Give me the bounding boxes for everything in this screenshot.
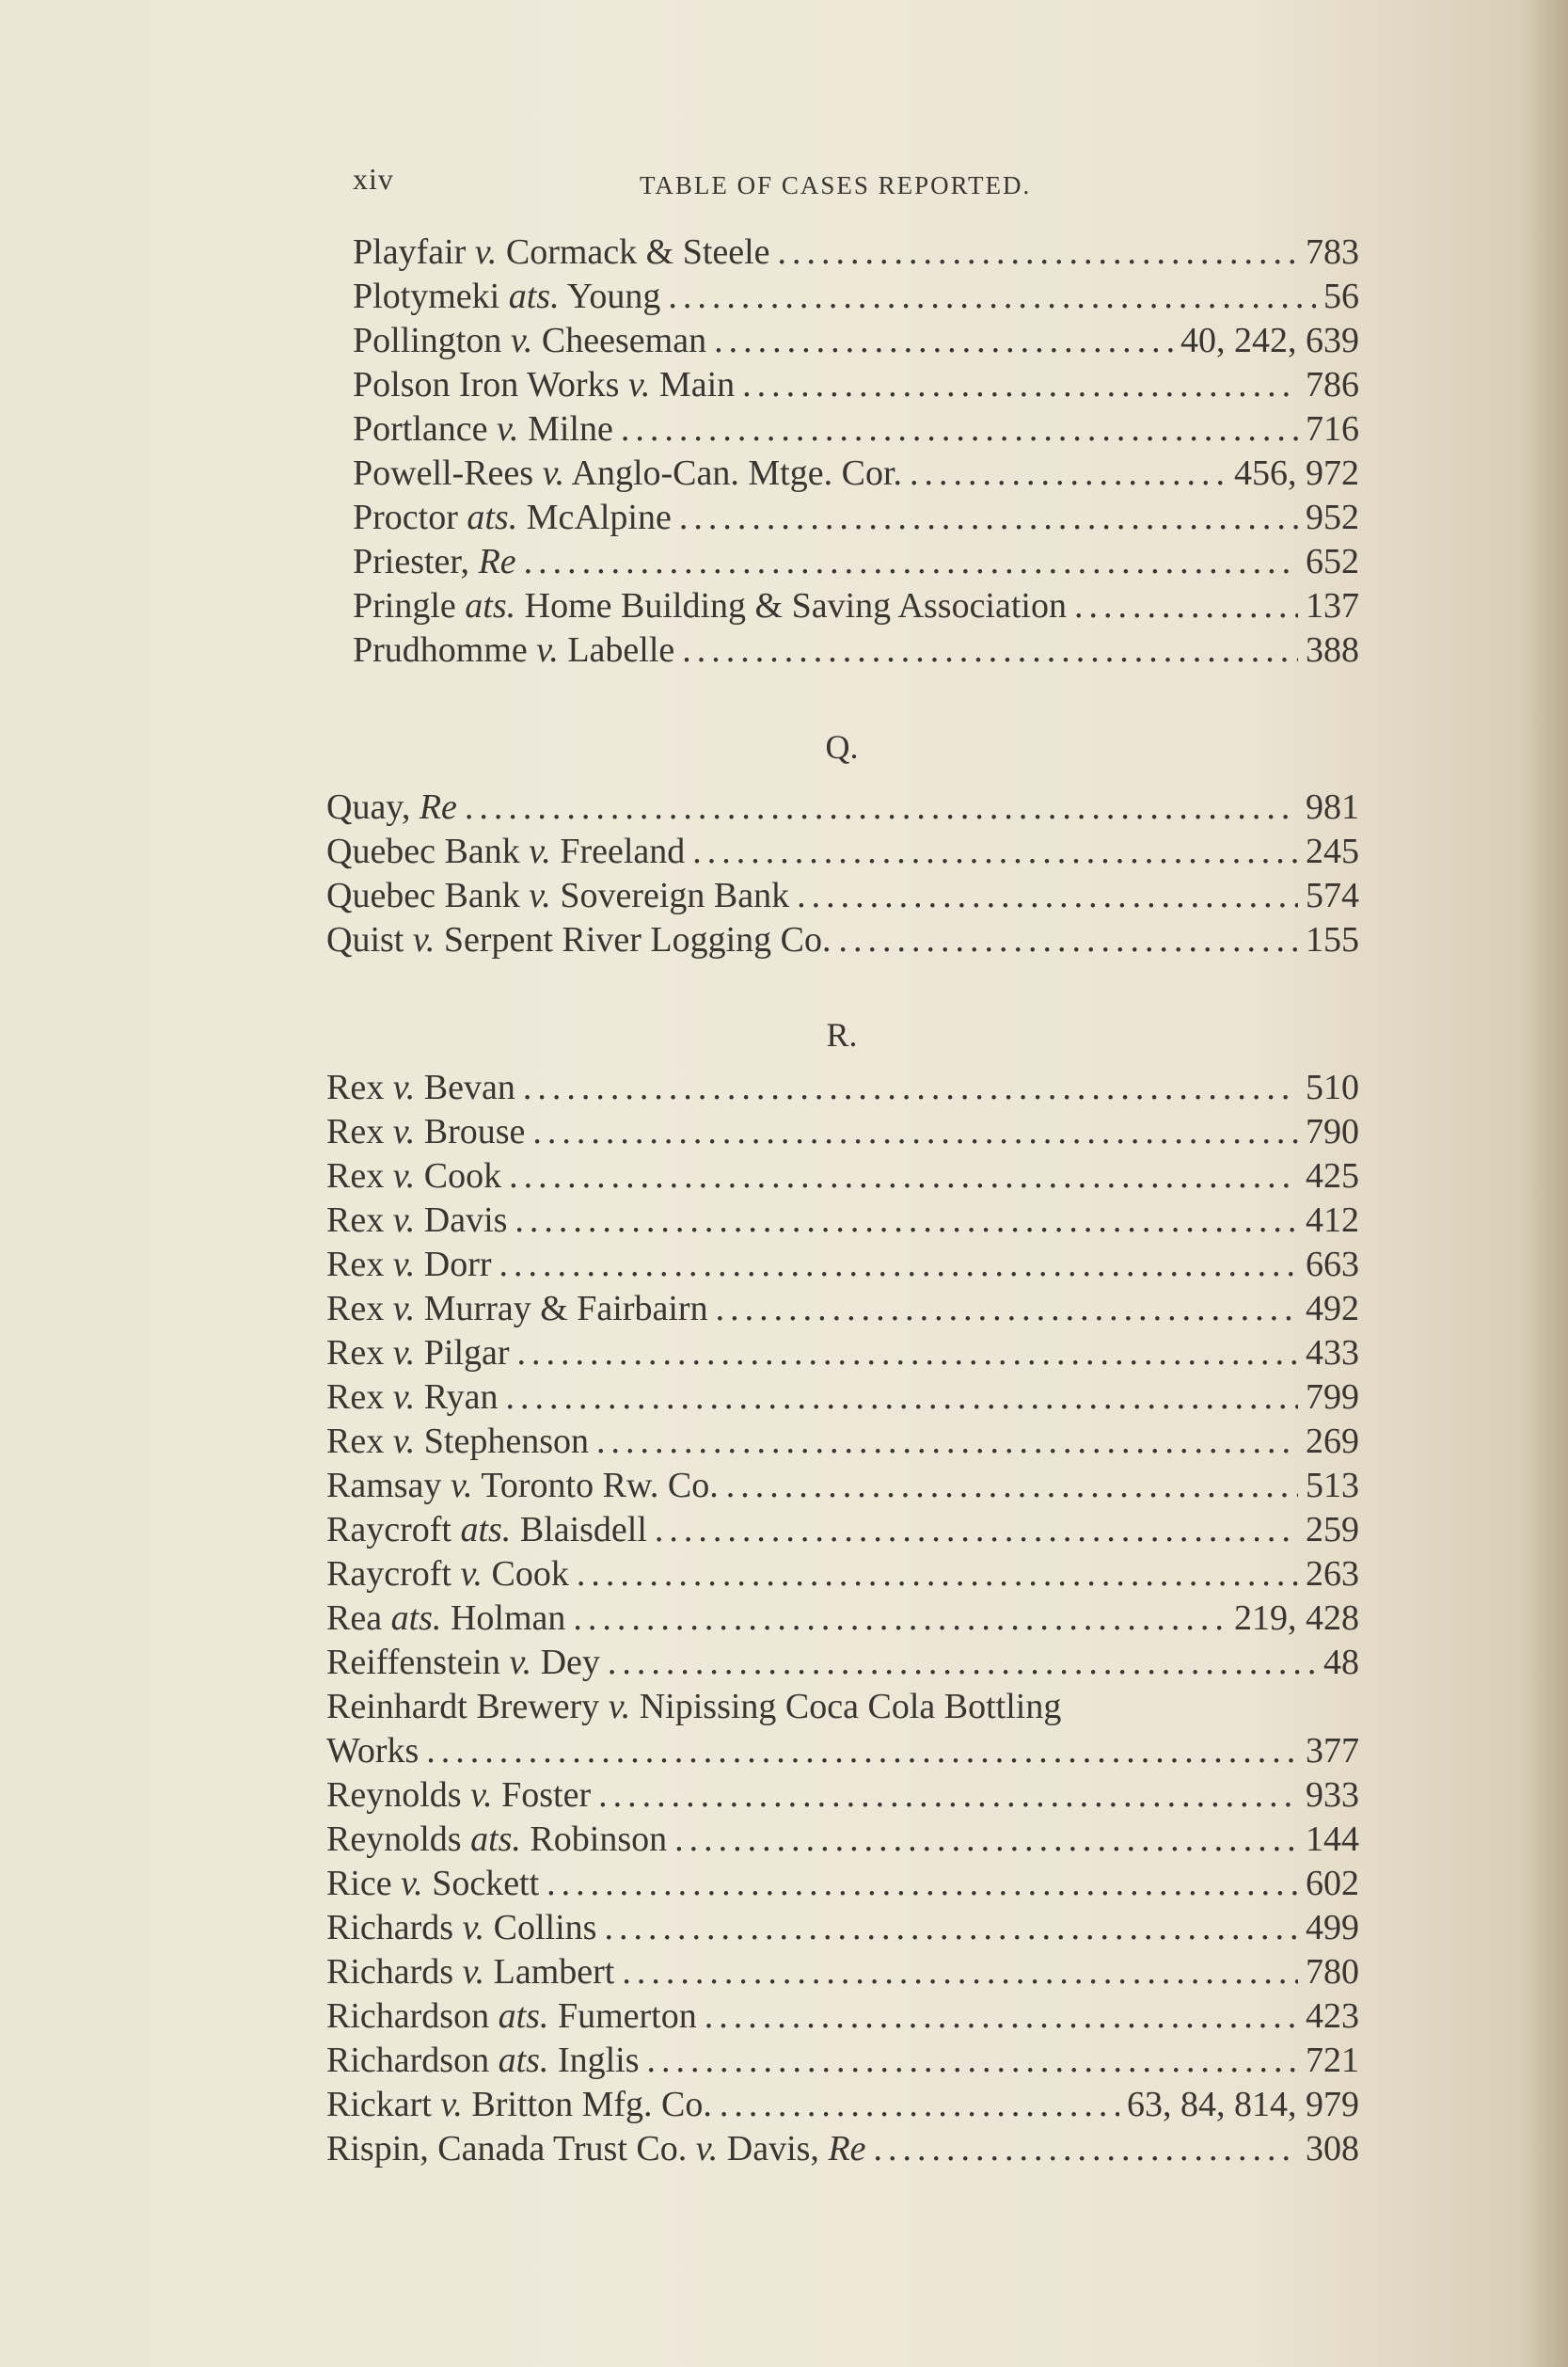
party-name: Rex (326, 1112, 385, 1152)
party-name: Priester, (353, 542, 470, 581)
party-name: Inglis (557, 2041, 640, 2080)
dot-leader (714, 319, 1173, 363)
party-name: Murray & Fairbairn (423, 1289, 708, 1328)
case-name (353, 319, 706, 363)
case-entry (325, 1110, 1359, 1154)
case-name (353, 275, 660, 319)
dot-leader (647, 2039, 1299, 2083)
party-name: Cormack & Steele (505, 232, 770, 272)
party-name: Prudhomme (353, 630, 528, 670)
party-name: Ryan (423, 1377, 499, 1417)
dot-leader (1074, 584, 1298, 628)
case-name (326, 1818, 667, 1862)
dot-leader (679, 496, 1298, 540)
page-reference: 423 (1306, 1996, 1359, 2036)
case-name (326, 918, 832, 962)
case-name (326, 1641, 600, 1685)
case-entry (325, 1243, 1359, 1287)
case-entry (325, 584, 1359, 628)
case-entry (325, 1552, 1359, 1597)
page-reference: 790 (1306, 1112, 1359, 1152)
dot-leader (608, 1641, 1316, 1685)
party-name: Stephenson (423, 1422, 589, 1461)
page-reference: 786 (1306, 365, 1359, 405)
party-name: Rex (326, 1245, 385, 1284)
party-name: Pollington (353, 321, 502, 360)
dot-leader (716, 1287, 1298, 1331)
relation-word: Re (419, 787, 457, 827)
page-reference: 780 (1306, 1952, 1359, 1992)
party-name: Plotymeki (353, 277, 500, 316)
case-name (326, 1552, 569, 1597)
section-letter: Q. (825, 728, 859, 766)
case-name (326, 1773, 591, 1818)
case-name (326, 1950, 614, 1994)
case-entry (325, 1994, 1359, 2039)
party-name: Nipissing Coca Cola Bottling (639, 1687, 1062, 1726)
relation-word: v. (401, 1864, 423, 1903)
page-reference: 933 (1306, 1775, 1359, 1815)
section-r-entries (325, 1066, 1359, 2171)
party-name: Rex (326, 1377, 385, 1417)
case-name (326, 1508, 647, 1552)
party-name: Main (658, 365, 736, 405)
party-name: Toronto Rw. Co. (481, 1466, 719, 1505)
party-name: Quebec Bank (326, 876, 520, 915)
relation-word: Re (828, 2129, 866, 2168)
case-entry (325, 1906, 1359, 1950)
case-entry (325, 2127, 1359, 2171)
party-name: Cook (423, 1156, 502, 1196)
case-name (326, 1154, 501, 1199)
page-reference: 652 (1306, 542, 1359, 581)
page-reference: 981 (1306, 787, 1359, 827)
case-name (326, 1464, 719, 1508)
page-header (353, 162, 1350, 218)
party-name: Richardson (326, 1996, 490, 2036)
party-name: Richards (326, 1908, 454, 1947)
party-name: Rex (326, 1068, 385, 1107)
relation-word: v. (392, 1156, 416, 1196)
page-reference: 425 (1306, 1156, 1359, 1196)
party-name: Sovereign Bank (560, 876, 790, 915)
dot-leader (692, 830, 1298, 874)
party-name: Serpent River Logging Co. (443, 920, 832, 960)
page-reference: 492 (1306, 1289, 1359, 1328)
party-name: Home Building & Saving Association (524, 586, 1067, 626)
party-name: Cheeseman (541, 321, 707, 360)
case-entry (325, 1508, 1359, 1552)
relation-word: v. (470, 1775, 493, 1815)
dot-leader (778, 230, 1298, 275)
case-entry (325, 1199, 1359, 1243)
relation-word: ats. (498, 2041, 549, 2080)
page-reference: 799 (1306, 1377, 1359, 1417)
party-name: Rex (326, 1422, 385, 1461)
relation-word: ats. (508, 277, 560, 316)
party-name: Foster (501, 1775, 592, 1815)
dot-leader (839, 918, 1298, 962)
party-name: Sockett (432, 1864, 540, 1903)
relation-word: v. (412, 920, 436, 960)
party-name: Rispin, Canada Trust Co. (326, 2129, 688, 2168)
page-reference: 245 (1306, 832, 1359, 871)
section-p-entries (325, 230, 1359, 673)
relation-word: v. (529, 876, 551, 915)
relation-word: v. (627, 365, 651, 405)
dot-leader (668, 275, 1316, 319)
relation-word: v. (392, 1422, 416, 1461)
party-name: Collins (493, 1908, 597, 1947)
dot-leader (674, 1818, 1298, 1862)
case-entry (325, 786, 1359, 830)
party-name: Richards (326, 1952, 454, 1992)
case-name (326, 874, 789, 918)
case-name-continued: Works (326, 1731, 420, 1771)
dot-leader (742, 363, 1298, 407)
relation-word: v. (695, 2129, 719, 2168)
case-name (326, 1994, 697, 2039)
party-name: Quay, (326, 787, 411, 827)
section-q-entries (325, 786, 1359, 962)
relation-word: v. (529, 832, 551, 871)
page-reference: 144 (1306, 1819, 1359, 1859)
dot-leader (465, 786, 1298, 830)
case-entry (325, 1331, 1359, 1375)
dot-leader (596, 1420, 1298, 1464)
party-name: Rea (326, 1598, 383, 1638)
case-entry (325, 1685, 1359, 1729)
relation-word: v. (460, 1554, 483, 1594)
party-name: Pringle (353, 586, 456, 626)
relation-word: v. (450, 1466, 473, 1505)
running-title: TABLE OF CASES REPORTED. (640, 171, 1032, 199)
party-name: Playfair (353, 232, 467, 272)
case-name (326, 1420, 589, 1464)
page-reference: 513 (1306, 1466, 1359, 1505)
relation-word: Re (478, 542, 516, 581)
party-name: Rex (326, 1200, 385, 1240)
page-reference: 433 (1306, 1333, 1359, 1373)
party-name: Rex (326, 1333, 385, 1373)
party-name: Fumerton (557, 1996, 697, 2036)
case-entry (325, 874, 1359, 918)
case-entry (325, 230, 1359, 275)
party-name: Rice (326, 1864, 392, 1903)
case-entry (325, 1641, 1359, 1685)
page-reference: 663 (1306, 1245, 1359, 1284)
case-name (326, 1685, 1061, 1729)
dot-leader (532, 1110, 1298, 1154)
case-entry (325, 1287, 1359, 1331)
party-name: Powell-Rees (353, 453, 534, 493)
page-reference: 499 (1306, 1908, 1359, 1947)
case-name (326, 1110, 525, 1154)
dot-leader (577, 1552, 1298, 1597)
relation-word: v. (392, 1333, 416, 1373)
page-reference: 56 (1323, 277, 1359, 316)
relation-word: v. (440, 2085, 463, 2124)
relation-word: v. (542, 453, 565, 493)
case-entry (325, 1862, 1359, 1906)
relation-word: v. (608, 1687, 631, 1726)
dot-leader (499, 1243, 1298, 1287)
case-entry (325, 319, 1359, 363)
party-name: Portlance (353, 409, 488, 449)
party-name: Raycroft (326, 1554, 451, 1594)
dot-leader (797, 874, 1298, 918)
case-name (353, 628, 674, 673)
dot-leader (505, 1375, 1298, 1420)
party-name: Quist (326, 920, 404, 960)
dot-leader (523, 1066, 1298, 1110)
case-entry (325, 407, 1359, 452)
page-reference: 63, 84, 814, 979 (1127, 2085, 1359, 2124)
page-number: xiv (353, 162, 394, 196)
page-reference: 574 (1306, 876, 1359, 915)
case-name (326, 1862, 539, 1906)
party-name: Brouse (423, 1112, 526, 1152)
case-name (353, 584, 1067, 628)
dot-leader (910, 452, 1227, 496)
case-entry (325, 1154, 1359, 1199)
case-entry-continuation (325, 1729, 1359, 1773)
dot-leader (517, 1331, 1298, 1375)
party-name: Milne (528, 409, 613, 449)
case-name (326, 830, 685, 874)
relation-word: v. (509, 1643, 532, 1682)
party-name: Anglo-Can. Mtge. Cor. (571, 453, 903, 493)
party-name: Proctor (353, 498, 458, 537)
page-reference: 219, 428 (1234, 1598, 1359, 1638)
relation-word: v. (392, 1112, 416, 1152)
party-name: Reinhardt Brewery (326, 1687, 600, 1726)
page-reference: 155 (1306, 920, 1359, 960)
page-reference: 721 (1306, 2041, 1359, 2080)
dot-leader (874, 2127, 1298, 2171)
relation-word: v. (392, 1289, 416, 1328)
case-name (326, 2083, 712, 2127)
page-reference: 388 (1306, 630, 1359, 670)
case-entry (325, 496, 1359, 540)
dot-leader (546, 1862, 1298, 1906)
relation-word: v. (474, 232, 498, 272)
dot-leader (726, 1464, 1298, 1508)
page-reference: 510 (1306, 1068, 1359, 1107)
case-name (353, 407, 613, 452)
case-name (326, 1597, 565, 1641)
case-name (353, 540, 516, 584)
case-entry (325, 540, 1359, 584)
page-reference: 783 (1306, 232, 1359, 272)
party-name: Polson Iron Works (353, 365, 620, 405)
case-entry (325, 1464, 1359, 1508)
case-name (326, 786, 457, 830)
relation-word: v. (462, 1952, 485, 1992)
page-reference: 137 (1306, 586, 1359, 626)
case-name (353, 230, 770, 275)
case-name (326, 1287, 708, 1331)
party-name: McAlpine (526, 498, 672, 537)
party-name: Rex (326, 1156, 385, 1196)
relation-word: v. (497, 409, 519, 449)
party-name: Holman (450, 1598, 566, 1638)
page-reference: 377 (1306, 1731, 1359, 1771)
page-reference: 48 (1323, 1643, 1359, 1682)
party-name: Dey (540, 1643, 600, 1682)
page-reference: 602 (1306, 1864, 1359, 1903)
case-name (353, 363, 735, 407)
case-entry (325, 918, 1359, 962)
party-name: Raycroft (326, 1510, 451, 1549)
page-reference: 263 (1306, 1554, 1359, 1594)
case-name (326, 1906, 596, 1950)
relation-word: ats. (390, 1598, 442, 1638)
relation-word: v. (536, 630, 559, 670)
page-reference: 259 (1306, 1510, 1359, 1549)
case-entry (325, 1375, 1359, 1420)
case-entry (325, 1420, 1359, 1464)
page-reference: 308 (1306, 2129, 1359, 2168)
dot-leader (655, 1508, 1298, 1552)
relation-word: v. (392, 1200, 416, 1240)
relation-word: ats. (467, 498, 518, 537)
case-name (326, 1331, 510, 1375)
party-name: Britton Mfg. Co. (471, 2085, 712, 2124)
relation-word: ats. (460, 1510, 512, 1549)
case-name (326, 1199, 507, 1243)
relation-word: v. (392, 1245, 416, 1284)
party-name: Rex (326, 1289, 385, 1328)
party-name: Dorr (423, 1245, 492, 1284)
dot-leader (598, 1773, 1298, 1818)
page-reference: 269 (1306, 1422, 1359, 1461)
party-name: Young (566, 277, 661, 316)
relation-word: ats. (470, 1819, 521, 1859)
case-entry (325, 830, 1359, 874)
party-name: Richardson (326, 2041, 490, 2080)
case-entry (325, 363, 1359, 407)
page-reference: 412 (1306, 1200, 1359, 1240)
case-name (326, 1066, 515, 1110)
page-reference: 716 (1306, 409, 1359, 449)
case-name (326, 2039, 640, 2083)
party-name: Reiffenstein (326, 1643, 501, 1682)
relation-word: v. (510, 321, 533, 360)
case-name (326, 1243, 492, 1287)
dot-leader (573, 1597, 1227, 1641)
dot-leader (515, 1199, 1298, 1243)
section-q-heading (325, 726, 1359, 768)
case-name (353, 496, 672, 540)
party-name: Davis (423, 1200, 508, 1240)
party-name: Ramsay (326, 1466, 442, 1505)
party-name: Rickart (326, 2085, 432, 2124)
relation-word: ats. (498, 1996, 549, 2036)
relation-word: v. (392, 1377, 416, 1417)
party-name: Lambert (493, 1952, 615, 1992)
case-entry (325, 1066, 1359, 1110)
case-entry (325, 1773, 1359, 1818)
party-name: Pilgar (423, 1333, 510, 1373)
case-entry (325, 628, 1359, 673)
page-reference: 40, 242, 639 (1180, 321, 1359, 360)
dot-leader (705, 1994, 1298, 2039)
dot-leader (426, 1729, 1298, 1773)
case-entry (325, 1597, 1359, 1641)
party-name: Quebec Bank (326, 832, 520, 871)
party-name: Blaisdell (519, 1510, 647, 1549)
page-reference: 952 (1306, 498, 1359, 537)
dot-leader (509, 1154, 1298, 1199)
case-entry (325, 1950, 1359, 1994)
dot-leader (604, 1906, 1298, 1950)
dot-leader (621, 407, 1298, 452)
dot-leader (720, 2083, 1119, 2127)
party-name: Reynolds (326, 1819, 462, 1859)
dot-leader (524, 540, 1298, 584)
section-letter: R. (826, 1016, 858, 1054)
case-entry (325, 2039, 1359, 2083)
case-entry (325, 275, 1359, 319)
party-name: Robinson (530, 1819, 668, 1859)
page-reference: 456, 972 (1234, 453, 1359, 493)
party-name: Davis, (726, 2129, 819, 2168)
relation-word: ats. (465, 586, 516, 626)
relation-word: v. (392, 1068, 416, 1107)
case-name (353, 452, 902, 496)
party-name: Labelle (567, 630, 675, 670)
party-name: Freeland (560, 832, 686, 871)
case-entry (325, 452, 1359, 496)
party-name: Reynolds (326, 1775, 462, 1815)
party-name: Cook (491, 1554, 569, 1594)
party-name: Bevan (423, 1068, 515, 1107)
dot-leader (622, 1950, 1298, 1994)
case-entry (325, 2083, 1359, 2127)
case-entry (325, 1818, 1359, 1862)
dot-leader (682, 628, 1298, 673)
case-name (326, 2127, 866, 2171)
relation-word: v. (462, 1908, 485, 1947)
section-r-heading (325, 1014, 1359, 1056)
case-name (326, 1375, 498, 1420)
